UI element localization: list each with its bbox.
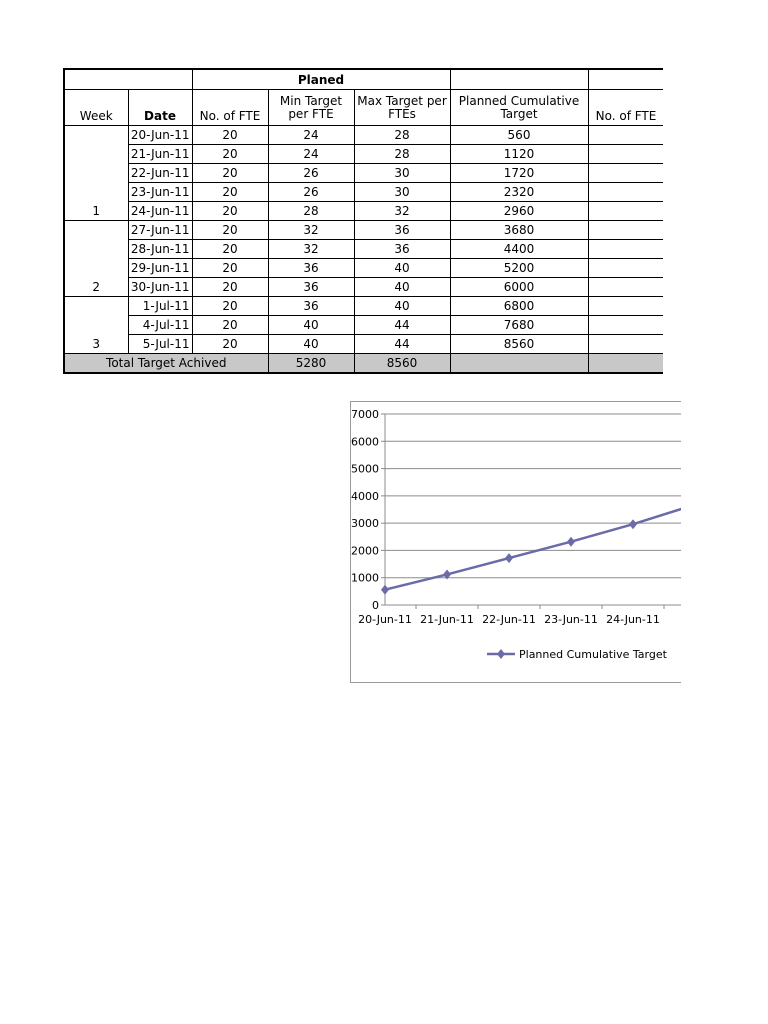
date-cell: 22-Jun-11 (128, 164, 192, 183)
fte-cell: 20 (192, 316, 268, 335)
legend-marker (497, 649, 505, 659)
total-max: 8560 (354, 354, 450, 374)
x-tick-label: 23-Jun-11 (544, 613, 598, 626)
total-label: Total Target Achived (64, 354, 268, 374)
fte-cell: 20 (192, 278, 268, 297)
max-cell: 28 (354, 145, 450, 164)
total-row (64, 354, 664, 374)
fte2-header: No. of FTE (588, 90, 664, 126)
cum-cell: 4400 (450, 240, 588, 259)
min-cell: 36 (268, 278, 354, 297)
page-right-margin (663, 60, 768, 390)
chart-canvas (351, 402, 681, 682)
max-cell: 28 (354, 126, 450, 145)
table-row (64, 145, 664, 164)
fte2-cell (588, 126, 664, 145)
fte2-cell (588, 183, 664, 202)
table-row (64, 316, 664, 335)
date-cell: 23-Jun-11 (128, 183, 192, 202)
cum-cell: 7680 (450, 316, 588, 335)
min-cell: 36 (268, 259, 354, 278)
fte2-cell (588, 335, 664, 354)
max-cell: 40 (354, 297, 450, 316)
series-line (385, 505, 681, 590)
table-row (64, 240, 664, 259)
group-header-row (64, 69, 664, 90)
blank-header-cell (64, 69, 192, 90)
min-cell: 28 (268, 202, 354, 221)
fte-cell: 20 (192, 297, 268, 316)
week-header: Week (64, 90, 128, 126)
min-cell: 26 (268, 164, 354, 183)
fte2-cell (588, 164, 664, 183)
date-cell: 27-Jun-11 (128, 221, 192, 240)
y-tick-label: 7000 (351, 408, 379, 421)
cum-cell: 1720 (450, 164, 588, 183)
y-tick-label: 0 (372, 599, 379, 612)
fte-cell: 20 (192, 183, 268, 202)
cum-cell: 2960 (450, 202, 588, 221)
min-cell: 24 (268, 126, 354, 145)
total-min: 5280 (268, 354, 354, 374)
fte2-cell (588, 316, 664, 335)
total-cum (450, 354, 588, 374)
fte-cell: 20 (192, 164, 268, 183)
fte-cell: 20 (192, 335, 268, 354)
max-target-header: Max Target per FTEs (354, 90, 450, 126)
fte-cell: 20 (192, 145, 268, 164)
data-point-marker (629, 519, 637, 529)
y-tick-label: 6000 (351, 435, 379, 449)
date-cell: 29-Jun-11 (128, 259, 192, 278)
date-cell: 4-Jul-11 (128, 316, 192, 335)
table-row (64, 164, 664, 183)
fte-cell: 20 (192, 202, 268, 221)
cum-cell: 6000 (450, 278, 588, 297)
cum-cell: 8560 (450, 335, 588, 354)
table-row (64, 259, 664, 278)
date-cell: 1-Jul-11 (128, 297, 192, 316)
date-header: Date (128, 90, 192, 126)
date-cell: 20-Jun-11 (128, 126, 192, 145)
table-row (64, 278, 664, 297)
max-cell: 32 (354, 202, 450, 221)
max-cell: 30 (354, 164, 450, 183)
cumulative-header: Planned Cumulative Target (450, 90, 588, 126)
fte-cell: 20 (192, 259, 268, 278)
min-cell: 24 (268, 145, 354, 164)
column-header-row (64, 90, 664, 126)
x-tick-label: 20-Jun-11 (358, 613, 412, 626)
min-target-header: Min Target per FTE (268, 90, 354, 126)
cum-cell: 1120 (450, 145, 588, 164)
table-row (64, 202, 664, 221)
cum-cell: 5200 (450, 259, 588, 278)
date-cell: 28-Jun-11 (128, 240, 192, 259)
fte-header: No. of FTE (192, 90, 268, 126)
y-tick-label: 5000 (351, 462, 379, 476)
fte-cell: 20 (192, 221, 268, 240)
fte2-cell (588, 240, 664, 259)
min-cell: 32 (268, 221, 354, 240)
blank-header-cell (450, 69, 588, 90)
fte2-cell (588, 278, 664, 297)
date-cell: 24-Jun-11 (128, 202, 192, 221)
y-tick-label: 4000 (351, 489, 379, 503)
max-cell: 44 (354, 335, 450, 354)
data-point-marker (381, 585, 389, 595)
blank-header-cell (588, 69, 664, 90)
table-row (64, 335, 664, 354)
max-cell: 30 (354, 183, 450, 202)
fte-cell: 20 (192, 126, 268, 145)
fte2-cell (588, 297, 664, 316)
data-point-marker (567, 537, 575, 547)
x-tick-label: 24-Jun-11 (606, 613, 660, 626)
fte2-cell (588, 202, 664, 221)
table-row (64, 221, 664, 240)
fte2-cell (588, 145, 664, 164)
min-cell: 36 (268, 297, 354, 316)
week-cell: 1 (64, 126, 128, 221)
fte2-cell (588, 259, 664, 278)
max-cell: 40 (354, 278, 450, 297)
y-tick-label: 1000 (351, 571, 379, 585)
week-cell: 2 (64, 221, 128, 297)
cum-cell: 560 (450, 126, 588, 145)
table-row (64, 183, 664, 202)
cumulative-target-chart (350, 401, 681, 683)
date-cell: 21-Jun-11 (128, 145, 192, 164)
table-row (64, 126, 664, 145)
x-tick-label: 22-Jun-11 (482, 613, 536, 626)
min-cell: 40 (268, 335, 354, 354)
y-tick-label: 3000 (351, 517, 379, 531)
max-cell: 36 (354, 221, 450, 240)
max-cell: 36 (354, 240, 450, 259)
table-row (64, 297, 664, 316)
fte-cell: 20 (192, 240, 268, 259)
legend-label: Planned Cumulative Target (519, 648, 667, 661)
min-cell: 32 (268, 240, 354, 259)
target-table (63, 68, 665, 374)
max-cell: 40 (354, 259, 450, 278)
planed-header: Planed (192, 69, 450, 90)
min-cell: 40 (268, 316, 354, 335)
total-fte2 (588, 354, 664, 374)
cum-cell: 3680 (450, 221, 588, 240)
fte2-cell (588, 221, 664, 240)
week-cell: 3 (64, 297, 128, 354)
date-cell: 5-Jul-11 (128, 335, 192, 354)
min-cell: 26 (268, 183, 354, 202)
cum-cell: 2320 (450, 183, 588, 202)
date-cell: 30-Jun-11 (128, 278, 192, 297)
x-tick-label: 21-Jun-11 (420, 613, 474, 626)
max-cell: 44 (354, 316, 450, 335)
y-tick-label: 2000 (351, 544, 379, 558)
cum-cell: 6800 (450, 297, 588, 316)
data-point-marker (505, 553, 513, 563)
